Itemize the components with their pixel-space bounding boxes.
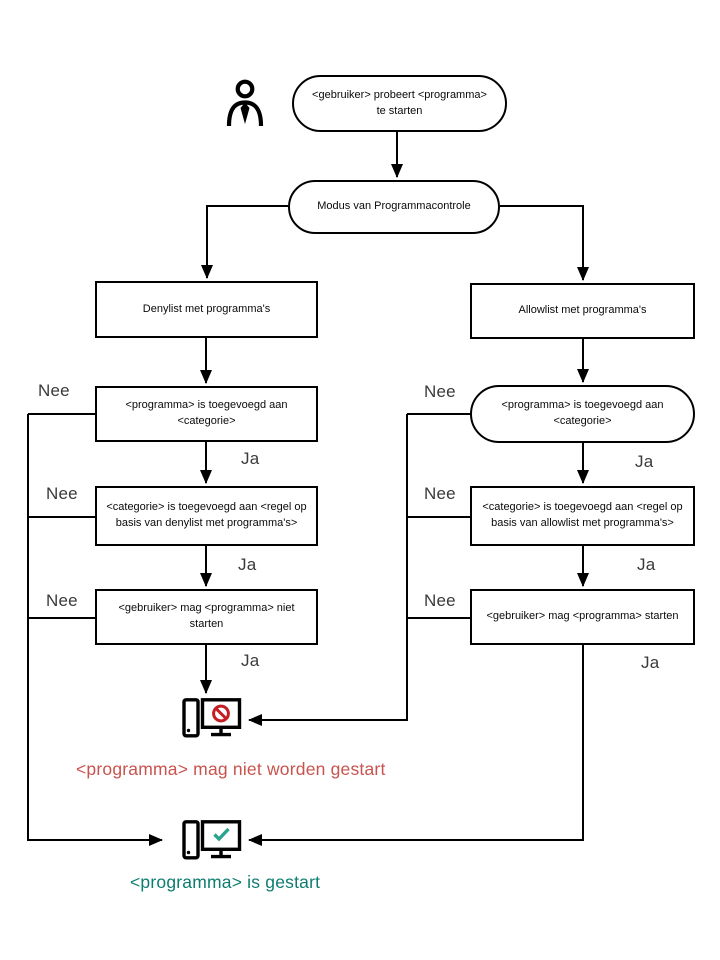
edge-label-ja-left-3: Ja xyxy=(241,651,260,670)
edge-label-ja-right-1: Ja xyxy=(635,452,654,471)
denylist-step2-label: <categorie> is toegevoegd aan <regel op basis van denylist met programma's> xyxy=(106,501,307,529)
denylist-step-program-in-category xyxy=(95,386,318,442)
allowlist-step1-label: <programma> is toegevoegd aan <categorie> xyxy=(501,399,664,427)
person-icon xyxy=(226,79,264,127)
edge-label-nee-left-1: Nee xyxy=(38,381,70,400)
allowlist-step-program-in-category xyxy=(470,385,695,443)
denylist-node-label: Denylist met programma's xyxy=(142,302,271,315)
allowlist-verdict-label: <gebruiker> mag <programma> starten xyxy=(486,610,679,623)
edge-label-ja-left-1: Ja xyxy=(241,449,260,468)
connector-right-ja-3-to-started xyxy=(249,645,583,840)
edge-label-ja-right-2: Ja xyxy=(637,555,656,574)
start-node xyxy=(292,75,507,132)
prohibition-sign-icon xyxy=(214,706,229,721)
allowlist-node xyxy=(470,283,695,339)
connector-mode-to-denylist xyxy=(207,206,288,278)
denylist-node xyxy=(95,281,318,338)
blocked-caption: <programma> mag niet worden gestart xyxy=(76,759,386,779)
edge-label-ja-right-3: Ja xyxy=(641,653,660,672)
denylist-step1-label: <programma> is toegevoegd aan <categorie> xyxy=(125,399,288,427)
computer-check-icon xyxy=(182,820,242,860)
start-node-label: <gebruiker> probeert <programma> te starten xyxy=(312,88,487,117)
denylist-verdict-node xyxy=(95,589,318,645)
check-icon xyxy=(215,829,229,839)
edge-label-nee-right-2: Nee xyxy=(424,484,456,503)
connector-mode-to-allowlist xyxy=(500,206,583,280)
mode-node xyxy=(288,180,500,234)
allowlist-step-category-in-rule xyxy=(470,486,695,546)
edge-label-nee-left-3: Nee xyxy=(46,591,78,610)
mode-node-label: Modus van Programmacontrole xyxy=(317,200,471,213)
denylist-verdict-label: <gebruiker> mag <programma> niet starten xyxy=(118,602,295,630)
allowlist-node-label: Allowlist met programma's xyxy=(518,304,647,317)
computer-blocked-icon xyxy=(182,698,242,738)
denylist-step-category-in-rule xyxy=(95,486,318,546)
edge-label-nee-left-2: Nee xyxy=(46,484,78,503)
edge-label-nee-right-3: Nee xyxy=(424,591,456,610)
allowlist-step2-label: <categorie> is toegevoegd aan <regel op basis van allowlist met programma's> xyxy=(482,501,683,529)
edge-label-ja-left-2: Ja xyxy=(238,555,257,574)
started-caption: <programma> is gestart xyxy=(130,872,321,892)
connector-right-nee-trunk-to-blocked xyxy=(249,414,407,720)
edge-label-nee-right-1: Nee xyxy=(424,382,456,401)
allowlist-verdict-node xyxy=(470,589,695,645)
